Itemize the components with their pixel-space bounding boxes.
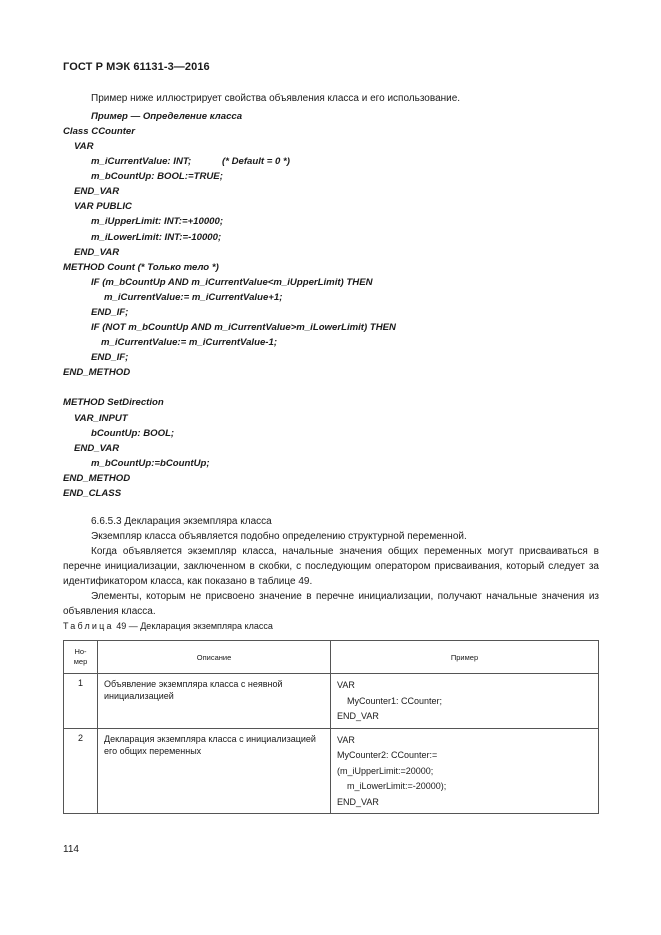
example-line: VAR (337, 734, 355, 745)
example-caption: Пример — Определение класса (91, 111, 243, 122)
code-line: END_METHOD (63, 473, 131, 484)
row-description: Объявление экземпляра класса с неявной инициализацией (98, 674, 331, 729)
paragraph: Когда объявляется экземпляр класса, начальные значения общих переменных могут присваиваться в перечне инициализации, заключенном в скобки, с последующим оператором присваивания, который следует за идентификатором класса, как показано в таблице 49. (63, 546, 599, 587)
code-line: VAR (74, 141, 94, 152)
code-line: METHOD SetDirection (63, 397, 164, 408)
table-caption (63, 621, 273, 631)
instance-declaration-table (63, 640, 599, 814)
header-description: Описание (98, 641, 331, 674)
document-header: ГОСТ Р МЭК 61131-3—2016 (63, 61, 210, 73)
example-line: VAR (337, 680, 355, 690)
header-number-line: мер (73, 657, 88, 666)
example-line: m_iLowerLimit:=-20000); (347, 781, 447, 791)
header-example: Пример (331, 641, 599, 674)
header-number (64, 641, 98, 674)
code-line: END_IF; (91, 352, 129, 363)
table-row (64, 728, 599, 814)
code-line: END_VAR (74, 186, 120, 197)
code-comment: (* Default = 0 *) (222, 156, 290, 167)
code-line: IF (NOT m_bCountUp AND m_iCurrentValue>m_iLowerLimit) THEN (91, 322, 396, 333)
code-line: METHOD Count (* Только тело *) (63, 262, 219, 273)
code-line: END_VAR (74, 247, 120, 258)
code-line: IF (m_bCountUp AND m_iCurrentValue<m_iUpperLimit) THEN (91, 277, 373, 288)
row-number: 1 (64, 674, 98, 729)
table-header-row (64, 641, 599, 674)
code-line: VAR PUBLIC (74, 201, 132, 212)
page-number: 114 (63, 844, 79, 855)
table-caption-title: 49 — Декларация экземпляра класса (113, 621, 273, 631)
code-line: VAR_INPUT (74, 413, 128, 424)
code-line: m_iCurrentValue:= m_iCurrentValue+1; (104, 292, 283, 303)
row-example (331, 728, 599, 814)
code-line: bCountUp: BOOL; (91, 428, 175, 439)
example-line: (m_iUpperLimit:=20000; (337, 765, 434, 776)
table-row (64, 674, 599, 729)
code-line: END_VAR (74, 443, 120, 454)
code-line: m_iUpperLimit: INT:=+10000; (91, 216, 224, 227)
paragraph: Экземпляр класса объявляется подобно определению структурной переменной. (91, 531, 467, 542)
example-line: END_VAR (337, 796, 379, 807)
row-number: 2 (64, 728, 98, 814)
paragraph: Элементы, которым не присвоено значение в перечне инициализации, получают начальные значения из объявления класса. (63, 591, 599, 617)
code-line: m_iCurrentValue: INT; (91, 156, 192, 167)
code-line: m_bCountUp: BOOL:=TRUE; (91, 171, 223, 182)
example-line: MyCounter1: CCounter; (347, 695, 443, 706)
code-line: m_iCurrentValue:= m_iCurrentValue-1; (101, 337, 278, 348)
code-line: m_iLowerLimit: INT:=-10000; (91, 232, 222, 243)
table-caption-label: Таблица (63, 621, 114, 631)
code-line: m_bCountUp:=bCountUp; (91, 458, 210, 469)
section-heading: 6.6.5.3 Декларация экземпляра класса (91, 516, 272, 527)
row-description: Декларация экземпляра класса с инициализацией его общих переменных (98, 728, 331, 814)
example-line: MyCounter2: CCounter:= (337, 750, 438, 760)
code-line: END_CLASS (63, 488, 122, 499)
example-line: END_VAR (337, 711, 379, 721)
intro-paragraph: Пример ниже иллюстрирует свойства объявления класса и его использование. (91, 93, 461, 104)
code-line: Class CCounter (63, 126, 135, 137)
code-line: END_METHOD (63, 367, 131, 378)
section-6-6-5-3 (63, 514, 599, 619)
code-line: END_IF; (91, 307, 129, 318)
row-example (331, 674, 599, 729)
header-number-line: Но- (74, 647, 87, 656)
